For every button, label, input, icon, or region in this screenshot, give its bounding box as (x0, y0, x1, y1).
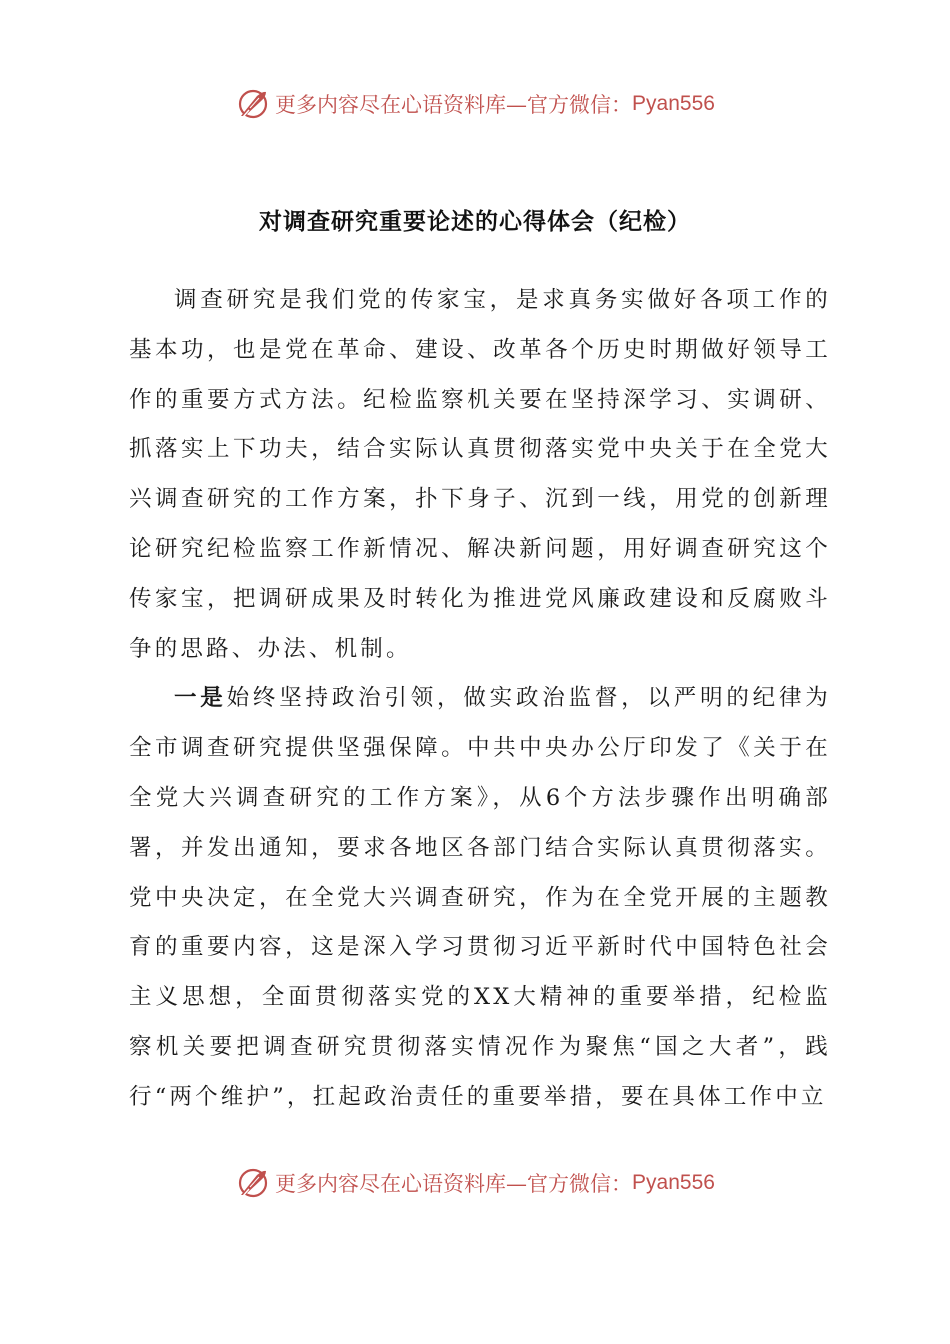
quill-pen-icon (235, 86, 271, 122)
header-banner-text: 更多内容尽在心语资料库—官方微信： (275, 93, 633, 117)
footer-banner-text: 更多内容尽在心语资料库—官方微信： (275, 1172, 633, 1196)
document-body (129, 276, 831, 1123)
footer-wechat-id: Pyan556 (632, 1171, 715, 1194)
paragraph-lead: 一是 (174, 685, 227, 712)
footer-banner (0, 1163, 950, 1203)
quill-pen-icon (235, 1165, 271, 1201)
header-wechat-id: Pyan556 (632, 92, 715, 115)
paragraph-text: 调查研究是我们党的传家宝，是求真务实做好各项工作的基本功，也是党在革命、建设、改革各个历史时期做好领导工作的重要方式方法。纪检监察机关要在坚持深学习、实调研、抓落实上下功夫，结合实际认真贯彻落实党中央关于在全党大兴调查研究的工作方案，扑下身子、沉到一线，用党的创新理论研究纪检监察工作新情况、解决新问题，用好调查研究这个传家宝，把调研成果及时转化为推进党风廉政建设和反腐败斗争的思路、办法、机制。 (129, 287, 831, 662)
paragraph (129, 276, 831, 674)
paragraph (129, 674, 831, 1122)
document-title: 对调查研究重要论述的心得体会（纪检） (259, 208, 691, 235)
paragraph-text: 始终坚持政治引领，做实政治监督，以严明的纪律为全市调查研究提供坚强保障。中共中央办公厅印发了《关于在全党大兴调查研究的工作方案》，从6个方法步骤作出明确部署，并发出通知，要求各地区各部门结合实际认真贯彻落实。党中央决定，在全党大兴调查研究，作为在全党开展的主题教育的重要内容，这是深入学习贯彻习近平新时代中国特色社会主义思想，全面贯彻落实党的XX大精神的重要举措，纪检监察机关要把调查研究贯彻落实情况作为聚焦“国之大者”，践行“两个维护”，扛起政治责任的重要举措，要在具体工作中立 (129, 685, 831, 1110)
header-banner (0, 84, 950, 124)
